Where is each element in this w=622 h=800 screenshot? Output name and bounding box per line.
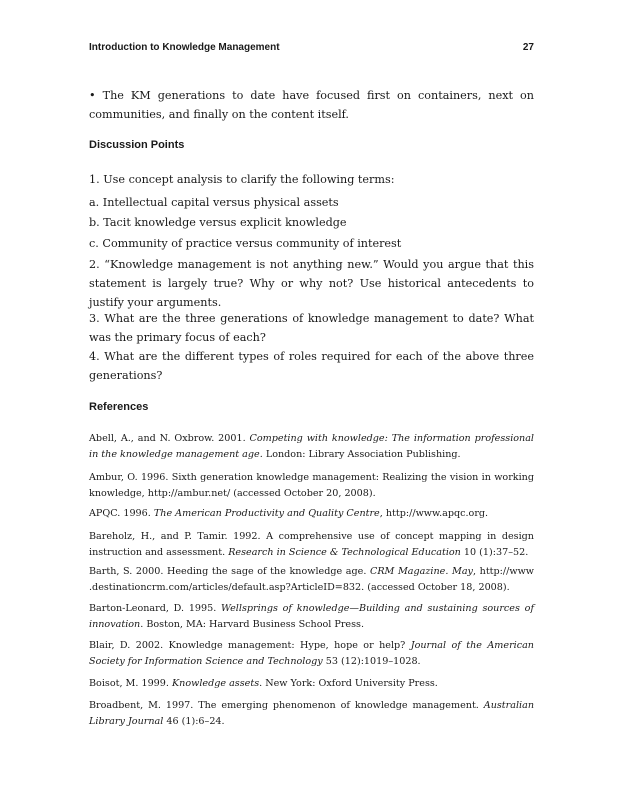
discussion-q4: 4. What are the different types of roles required for each of the above three generations? <box>89 350 534 383</box>
discussion-heading: Discussion Points <box>89 139 185 151</box>
reference-entry: Abell, A., and N. Oxbrow. 2001. Competing with knowledge: The information professional in the knowledge management age. London: Library Association Publishing. <box>89 433 535 460</box>
running-header-title: Introduction to Knowledge Management <box>89 42 280 53</box>
reference-entry: Barton-Leonard, D. 1995. Wellsprings of knowledge—Building and sustaining sources of innovation. Boston, MA: Harvard Business School Press. <box>89 603 534 630</box>
discussion-q1b: b. Tacit knowledge versus explicit knowledge <box>89 216 347 229</box>
discussion-q1c: c. Community of practice versus community of interest <box>89 237 402 250</box>
running-header <box>89 42 534 53</box>
discussion-q1a: a. Intellectual capital versus physical assets <box>89 196 339 209</box>
reference-entry: Ambur, O. 1996. Sixth generation knowledge management: Realizing the vision in working knowledge, http://ambur.net/ (accessed October 20, 2008). <box>89 472 534 499</box>
intro-bullet: • The KM generations to date have focused first on containers, next on communities, and finally on the content itself. <box>89 89 534 122</box>
discussion-q3: 3. What are the three generations of knowledge management to date? What was the primary focus of each? <box>89 312 534 345</box>
reference-entry: Bareholz, H., and P. Tamir. 1992. A comprehensive use of concept mapping in design instruction and assessment. Research in Science & Technological Education 10 (1):37–52. <box>89 531 534 558</box>
reference-entry: APQC. 1996. The American Productivity and Quality Centre, http://www.apqc.org. <box>89 508 489 519</box>
page-number: 27 <box>522 42 534 53</box>
reference-entry: Broadbent, M. 1997. The emerging phenomenon of knowledge management. Australian Library Journal 46 (1):6–24. <box>89 700 534 727</box>
references-heading: References <box>89 401 149 413</box>
reference-entry: Blair, D. 2002. Knowledge management: Hype, hope or help? Journal of the American Society for Information Science and Technology 53 (12):1019–1028. <box>89 640 534 667</box>
reference-entry: Boisot, M. 1999. Knowledge assets. New York: Oxford University Press. <box>89 678 438 689</box>
reference-entry: Barth, S. 2000. Heeding the sage of the knowledge age. CRM Magazine. May, http://www .destinationcrm.com/articles/default.asp?ArticleID=832. (accessed October 18, 2008). <box>89 566 535 593</box>
discussion-q2: 2. “Knowledge management is not anything new.” Would you argue that this statement is largely true? Why or why not? Use historical antecedents to justify your arguments. <box>89 258 534 310</box>
discussion-q1: 1. Use concept analysis to clarify the following terms: <box>89 173 395 186</box>
